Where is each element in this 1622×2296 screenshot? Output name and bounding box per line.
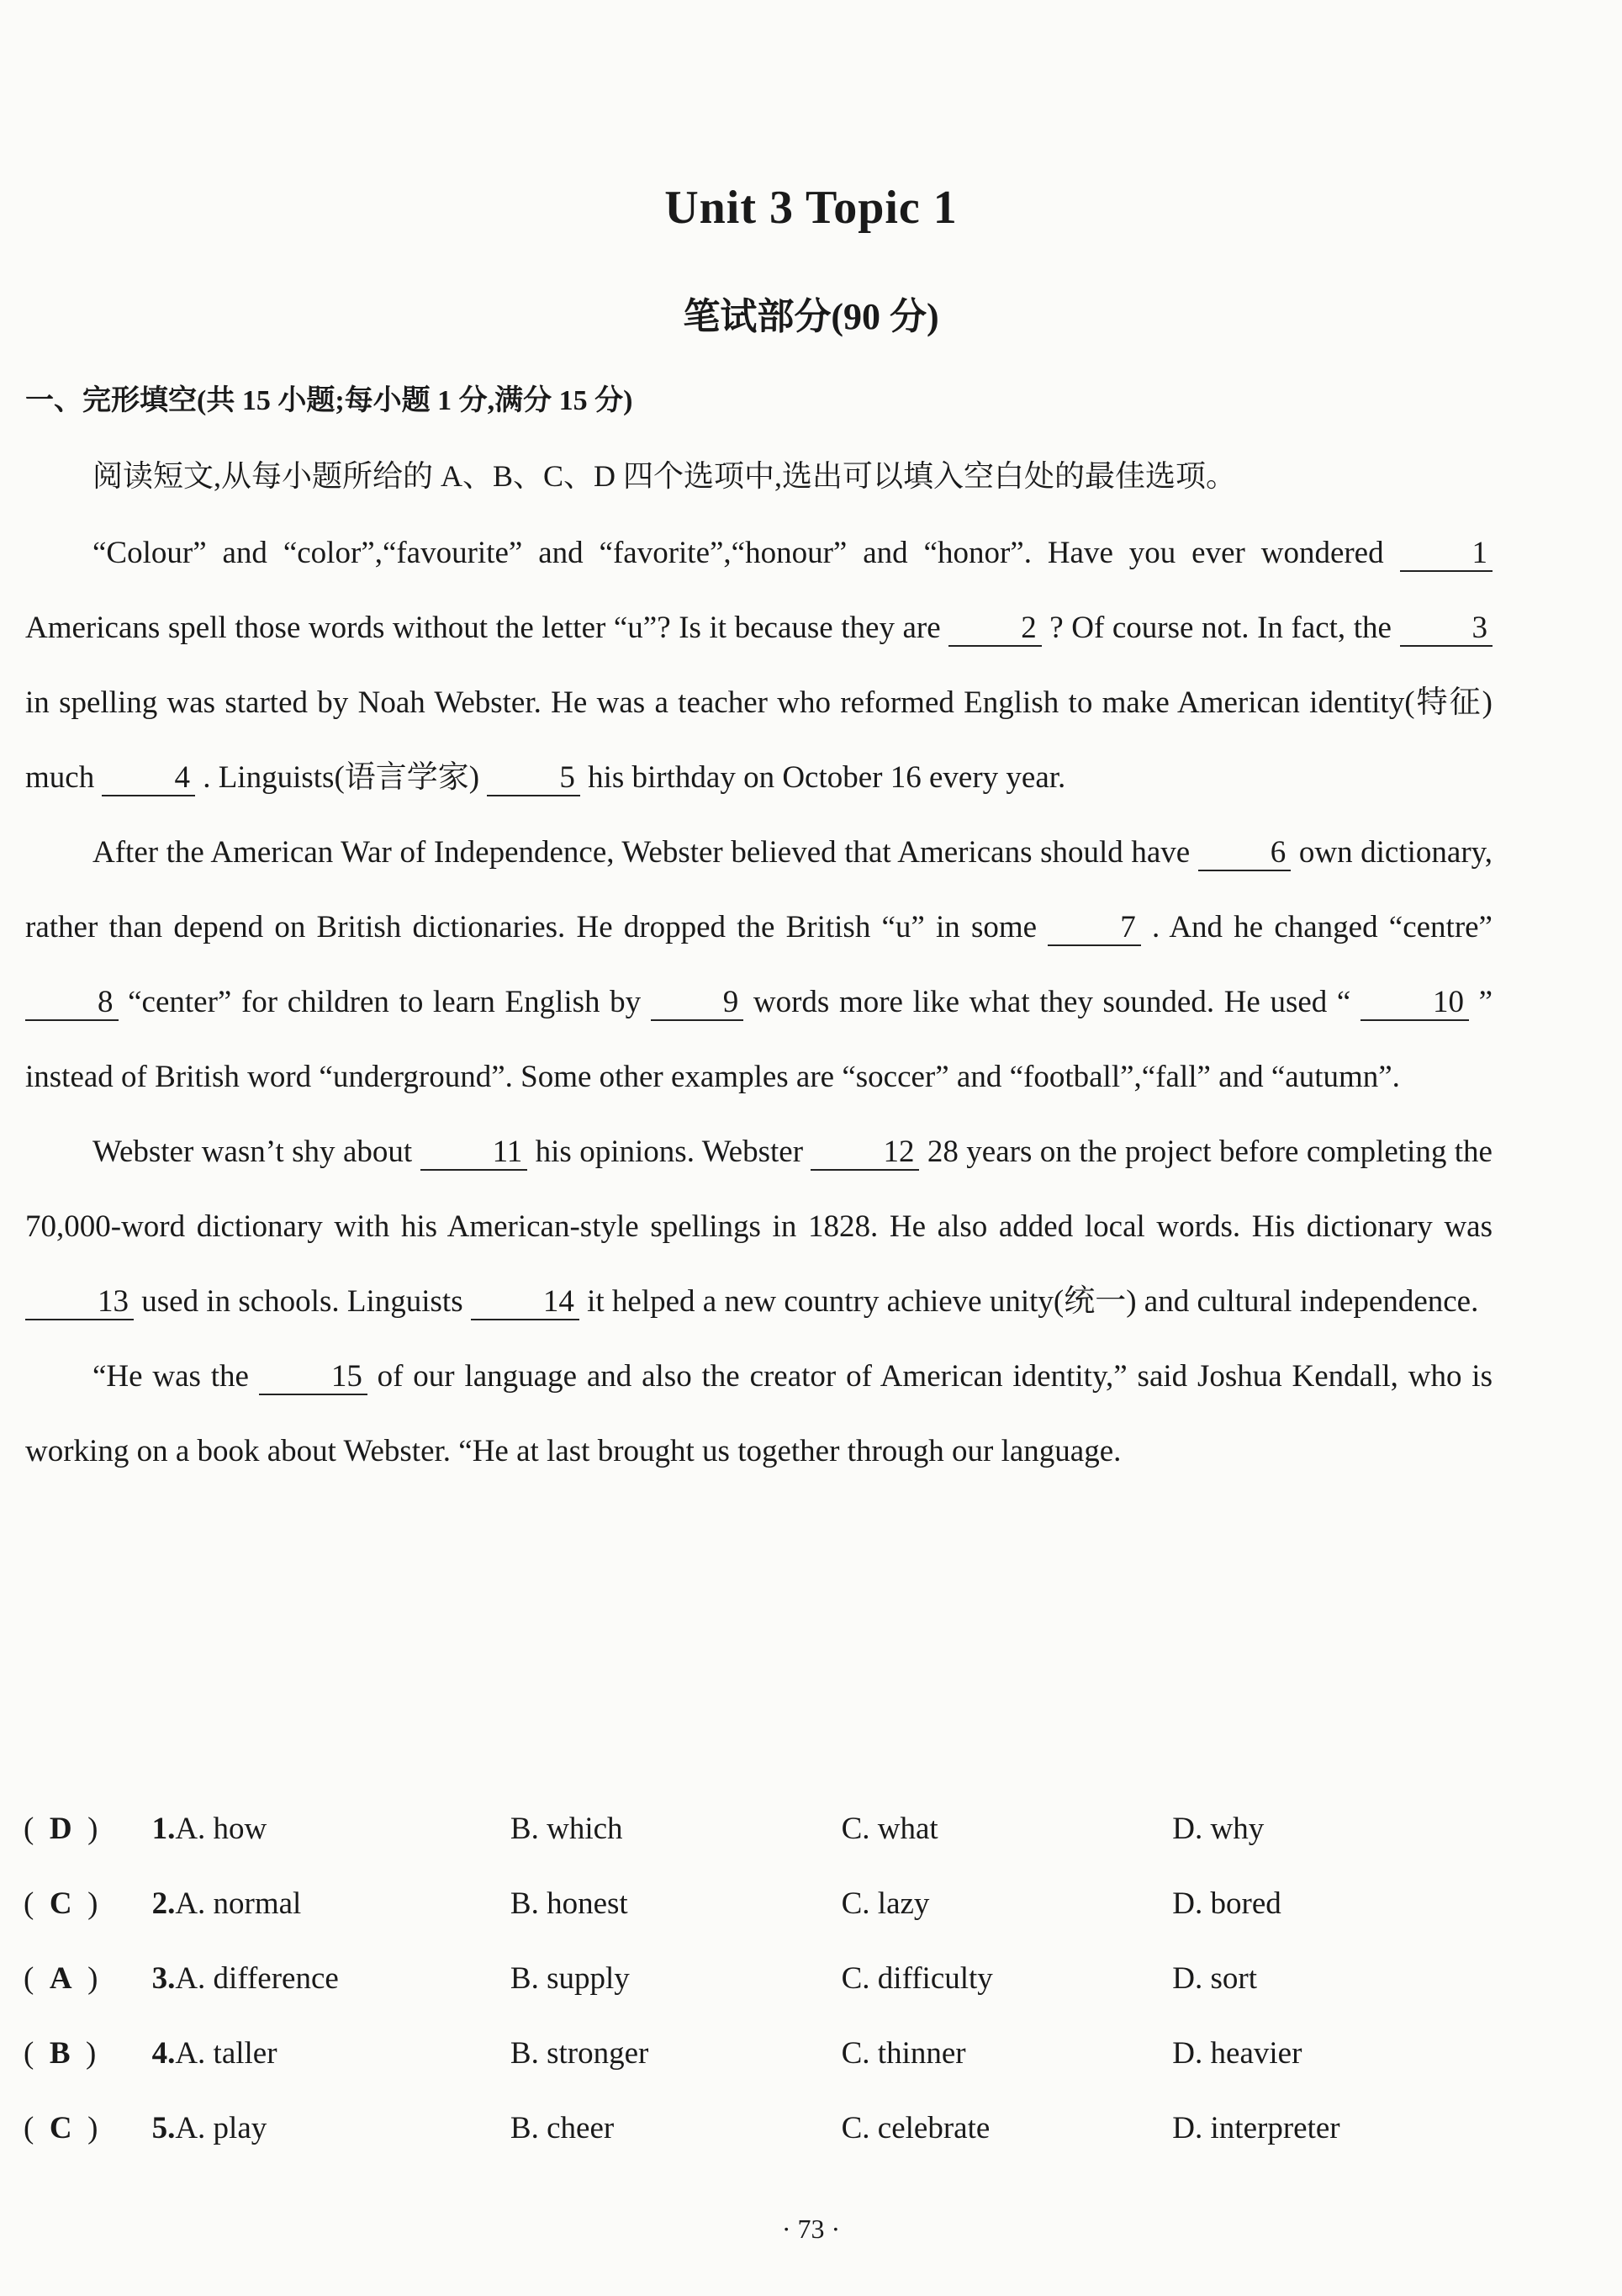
- passage-text: words more like what they sounded. He used “: [743, 985, 1360, 1019]
- passage-text: “He was the: [92, 1359, 259, 1394]
- blank-9: 9: [651, 986, 744, 1021]
- passage-paragraph-3: [25, 1114, 1493, 1339]
- page-number: · 73 ·: [781, 2214, 841, 2244]
- blank-7: 7: [1048, 911, 1141, 946]
- question-number: 5.: [151, 2111, 176, 2145]
- blank-1: 1: [1400, 537, 1493, 572]
- passage-text: “Colour” and “color”,“favourite” and “favorite”,“honour” and “honor”. Have you ever wondered: [92, 536, 1400, 570]
- question-row: [24, 1941, 1503, 2016]
- passage-text: Americans spell those words without the letter “u”? Is it because they are: [25, 611, 949, 645]
- passage-paragraph-2: [25, 815, 1493, 1114]
- blank-11: 11: [420, 1135, 528, 1171]
- passage-text: . Linguists(语言学家): [194, 760, 488, 795]
- answer-letter: C: [49, 2111, 72, 2145]
- question-number: 4.: [151, 2036, 176, 2071]
- passage-text: own dictionary, rather than depend on British dictionaries. He dropped the British “u” in some: [25, 835, 1493, 944]
- question-row: [24, 1791, 1503, 1866]
- passage-text: ” instead of British word “underground”. Some other examples are “soccer” and “football”,“fall” and “autumn”.: [25, 985, 1493, 1094]
- blank-4: 4: [102, 761, 195, 796]
- answer-letter: C: [49, 1886, 72, 1921]
- answer-letter: A: [49, 1961, 72, 1996]
- passage-text: . And he changed “centre”: [1140, 910, 1493, 944]
- passage-text: it helped a new country achieve unity(统一) and cultural independence.: [579, 1284, 1479, 1319]
- passage-text: 28 years on the project before completing the 70,000-word dictionary with his American-style spellings in 1828. He also added local words. His dictionary was: [25, 1135, 1493, 1244]
- blank-15: 15: [259, 1360, 367, 1395]
- passage-text: his birthday on October 16 every year.: [579, 760, 1066, 795]
- option-b: B. which: [510, 1812, 623, 1846]
- page-title: Unit 3 Topic 1: [664, 182, 958, 234]
- option-c: C. difficulty: [841, 1961, 993, 1996]
- option-c: C. what: [841, 1812, 938, 1846]
- option-b: B. cheer: [510, 2111, 615, 2145]
- answer-slot: ( D ): [24, 1812, 98, 1846]
- option-d: D. heavier: [1172, 2036, 1302, 2071]
- blank-3: 3: [1400, 611, 1493, 647]
- question-row: [24, 2016, 1503, 2091]
- answer-slot: ( C ): [24, 1886, 98, 1921]
- option-d: D. interpreter: [1172, 2111, 1340, 2145]
- cloze-passage: [25, 516, 1493, 1489]
- option-c: C. thinner: [841, 2036, 966, 2071]
- blank-5: 5: [487, 761, 580, 796]
- question-options: [24, 1791, 1503, 2166]
- option-c: C. lazy: [841, 1886, 930, 1921]
- option-a: A. taller: [175, 2036, 277, 2071]
- question-row: [24, 2091, 1503, 2166]
- option-c: C. celebrate: [841, 2111, 991, 2145]
- passage-text: of our language and also the creator of American identity,” said Joshua Kendall, who is working on a book about Webster. “He at last brought us together through our language.: [25, 1359, 1493, 1468]
- passage-text: Webster wasn’t shy about: [92, 1135, 420, 1169]
- page-subtitle: 笔试部分(90 分): [683, 296, 939, 337]
- blank-2: 2: [948, 611, 1042, 647]
- option-a: A. how: [175, 1812, 267, 1846]
- passage-text: “center” for children to learn English by: [118, 985, 651, 1019]
- passage-text: After the American War of Independence, Webster believed that Americans should have: [92, 835, 1198, 870]
- passage-text: used in schools. Linguists: [134, 1284, 471, 1319]
- answer-slot: ( A ): [24, 1961, 98, 1996]
- answer-slot: ( C ): [24, 2111, 98, 2145]
- option-a: A. normal: [175, 1886, 302, 1921]
- option-d: D. bored: [1172, 1886, 1281, 1921]
- passage-paragraph-1: [25, 516, 1493, 815]
- question-number: 1.: [151, 1812, 176, 1846]
- option-a: A. play: [175, 2111, 267, 2145]
- option-a: A. difference: [175, 1961, 339, 1996]
- blank-10: 10: [1360, 986, 1469, 1021]
- option-d: D. why: [1172, 1812, 1265, 1846]
- option-d: D. sort: [1172, 1961, 1258, 1996]
- question-row: [24, 1866, 1503, 1941]
- question-number: 2.: [151, 1886, 176, 1921]
- passage-text: his opinions. Webster: [527, 1135, 811, 1169]
- option-b: B. supply: [510, 1961, 630, 1996]
- option-b: B. honest: [510, 1886, 628, 1921]
- passage-text: ? Of course not. In fact, the: [1041, 611, 1400, 645]
- option-b: B. stronger: [510, 2036, 649, 2071]
- answer-letter: B: [49, 2036, 71, 2071]
- passage-text: in spelling was started by Noah Webster. He was a teacher who reformed English to make American identity(特征) much: [25, 685, 1493, 795]
- passage-paragraph-4: [25, 1339, 1493, 1489]
- section-instruction: 阅读短文,从每小题所给的 A、B、C、D 四个选项中,选出可以填入空白处的最佳选项。: [92, 459, 1237, 493]
- blank-12: 12: [811, 1135, 919, 1171]
- answer-slot: ( B ): [24, 2036, 97, 2071]
- blank-14: 14: [471, 1285, 579, 1320]
- blank-13: 13: [25, 1285, 134, 1320]
- section-heading: 一、完形填空(共 15 小题;每小题 1 分,满分 15 分): [25, 385, 633, 416]
- answer-letter: D: [49, 1812, 72, 1846]
- question-number: 3.: [151, 1961, 176, 1996]
- blank-6: 6: [1198, 836, 1292, 871]
- blank-8: 8: [25, 986, 119, 1021]
